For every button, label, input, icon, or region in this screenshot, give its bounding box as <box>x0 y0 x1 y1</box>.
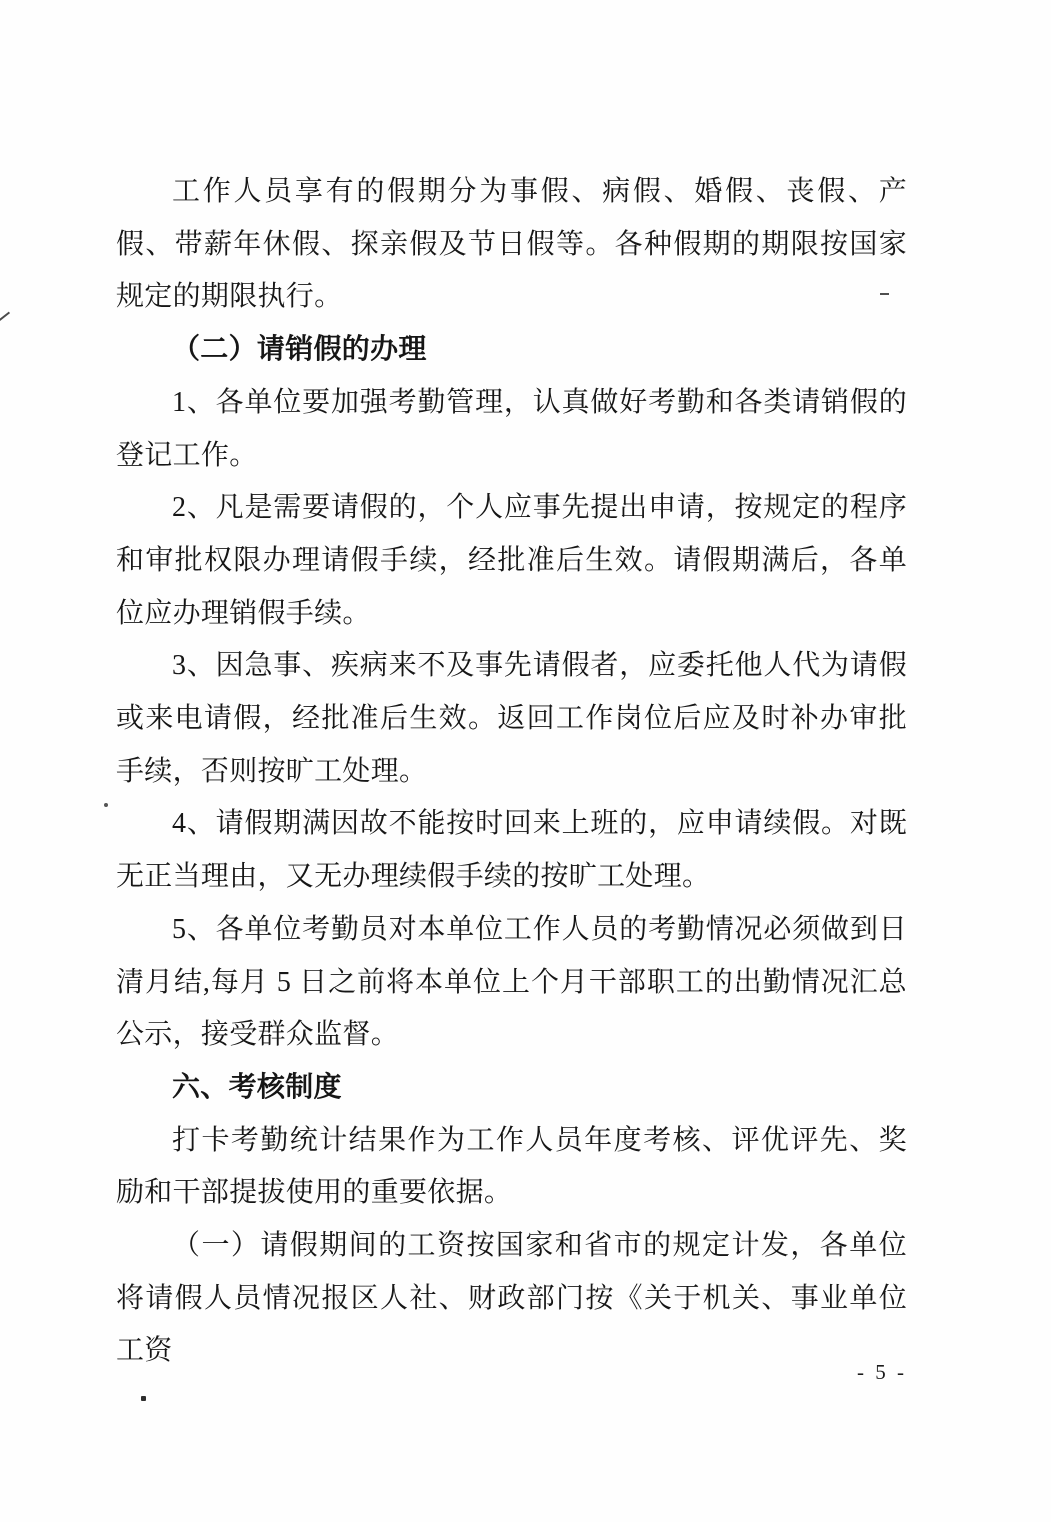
paragraph-assessment-basis: 打卡考勤统计结果作为工作人员年度考核、评优评先、奖励和干部提拔使用的重要依据。 <box>116 1124 907 1209</box>
page-number: - 5 - <box>857 1360 907 1384</box>
scan-artifact-tick <box>0 312 10 323</box>
paragraph-item-2: 2、凡是需要请假的，个人应事先提出申请，按规定的程序和审批权限办理请假手续，经批准后生效。请假期满后，各单位应办理销假手续。 <box>116 492 907 629</box>
scan-artifact-dot <box>141 1396 146 1401</box>
scan-artifact-dash <box>880 293 889 295</box>
paragraph-item-1: 1、各单位要加强考勤管理，认真做好考勤和各类请销假的登记工作。 <box>116 386 907 471</box>
paragraph-salary-rules: （一）请假期间的工资按国家和省市的规定计发，各单位将请假人员情况报区人社、财政部门按《关于机关、事业单位工资 <box>116 1230 907 1367</box>
section-heading-leave-procedure: （二）请销假的办理 <box>172 334 427 366</box>
paragraph-item-4: 4、请假期满因故不能按时回来上班的，应申请续假。对既无正当理由，又无办理续假手续的按旷工处理。 <box>116 808 907 893</box>
paragraph-item-5: 5、各单位考勤员对本单位工作人员的考勤情况必须做到日清月结,每月 5 日之前将本单位上个月干部职工的出勤情况汇总公示，接受群众监督。 <box>116 913 907 1051</box>
scan-artifact-dot <box>104 803 108 807</box>
paragraph-item-3: 3、因急事、疾病来不及事先请假者，应委托他人代为请假或来电请假，经批准后生效。返回工作岗位后应及时补办审批手续，否则按旷工处理。 <box>116 650 907 787</box>
document-body <box>116 166 907 1378</box>
paragraph-leave-types: 工作人员享有的假期分为事假、病假、婚假、丧假、产假、带薪年休假、探亲假及节日假等。各种假期的期限按国家规定的期限执行。 <box>116 176 907 313</box>
section-heading-assessment-system: 六、考核制度 <box>172 1071 342 1103</box>
